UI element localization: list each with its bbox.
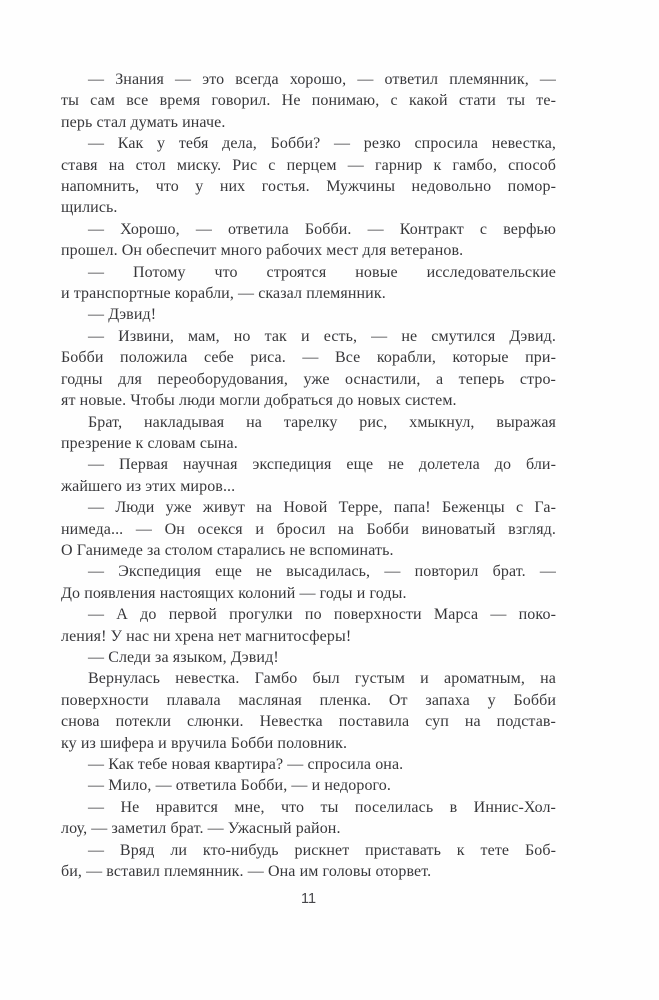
- text-line: — Люди уже живут на Новой Терре, папа! Беженцы с Га-: [88, 499, 556, 517]
- text-line: ления! У нас ни хрена нет магнитосферы!: [61, 627, 352, 645]
- text-line: — Дэвид!: [88, 306, 157, 324]
- paragraph: [61, 668, 556, 754]
- paragraph: [61, 775, 556, 796]
- text-line: До появления настоящих колоний — годы и годы.: [61, 584, 407, 602]
- text-line: — Экспедиция еще не высадилась, — повторил брат. —: [88, 563, 556, 581]
- text-line: — Потому что строятся новые исследовательские: [88, 263, 556, 281]
- paragraph: [61, 454, 556, 497]
- text-line: поверхности плавала масляная пленка. От запаха у Бобби: [61, 691, 556, 709]
- text-line: О Ганимеде за столом старались не вспоминать.: [61, 541, 394, 559]
- paragraph: [61, 304, 556, 325]
- paragraph: [61, 69, 556, 133]
- text-line: — Как у тебя дела, Бобби? — резко спросила невестка,: [88, 135, 556, 153]
- text-line: ку из шифера и вручила Бобби половник.: [61, 734, 348, 752]
- text-line: — Как тебе новая квартира? — спросила она.: [88, 756, 404, 773]
- text-line: — Извини, мам, но так и есть, — не смутился Дэвид.: [88, 327, 556, 345]
- text-line: ят новые. Чтобы люди могли добраться до новых систем.: [61, 392, 457, 410]
- text-line: Брат, накладывая на тарелку рис, хмыкнул, выражая: [88, 413, 556, 431]
- text-line: презрение к словам сына.: [61, 434, 238, 452]
- text-line: и транспортные корабли, — сказал племянник.: [61, 285, 386, 303]
- paragraph: [61, 797, 556, 840]
- paragraph: [61, 497, 556, 561]
- text-line: ставя на стол миску. Рис с перцем — гарнир к гамбо, способ: [61, 156, 556, 174]
- text-line: годны для переоборудования, уже оснастили, а теперь стро-: [61, 370, 556, 388]
- text-line: би, — вставил племянник. — Она им головы оторвет.: [61, 863, 432, 881]
- page-number: 11: [300, 891, 317, 907]
- text-line: лоу, — заметил брат. — Ужасный район.: [61, 820, 341, 838]
- paragraph: [61, 326, 556, 412]
- paragraph: [61, 219, 556, 262]
- text-line: — А до первой прогулки по поверхности Марса — поко-: [88, 606, 556, 624]
- text-line: ты сам все время говорил. Не понимаю, с какой стати ты те-: [61, 92, 556, 110]
- paragraph: [61, 561, 556, 604]
- paragraph: [61, 754, 556, 775]
- text-line: — Хорошо, — ответила Бобби. — Контракт с верфью: [88, 220, 556, 238]
- text-line: прошел. Он обеспечит много рабочих мест для ветеранов.: [61, 242, 464, 260]
- text-line: — Следи за языком, Дэвид!: [88, 648, 279, 666]
- paragraph: [61, 412, 556, 455]
- text-line: — Первая научная экспедиция еще не долетела до бли-: [88, 456, 556, 474]
- text-line: снова потекли слюнки. Невестка поставила суп на подстав-: [61, 713, 556, 731]
- text-line: жайшего из этих миров...: [61, 477, 236, 495]
- text-line: напомнить, что у них гостья. Мужчины недовольно помор-: [61, 178, 556, 196]
- text-line: щились.: [61, 199, 118, 217]
- paragraph: [61, 604, 556, 647]
- paragraph: [61, 647, 556, 668]
- text-line: нимеда... — Он осекся и бросил на Бобби виноватый взгляд.: [61, 520, 556, 538]
- text-line: Вернулась невестка. Гамбо был густым и ароматным, на: [88, 670, 556, 688]
- text-line: Бобби положила себе риса. — Все корабли, которые при-: [61, 349, 556, 367]
- text-line: — Не нравится мне, что ты поселилась в Иннис-Хол-: [88, 798, 556, 816]
- text-line: — Мило, — ответила Бобби, — и недорого.: [88, 777, 392, 795]
- paragraph: [61, 840, 556, 883]
- paragraph: [61, 262, 556, 305]
- text-line: — Вряд ли кто-нибудь рискнет приставать к тете Боб-: [88, 841, 556, 859]
- text-block: [61, 69, 556, 882]
- paragraph: [61, 133, 556, 219]
- text-line: — Знания — это всегда хорошо, — ответил племянник, —: [88, 71, 556, 88]
- text-line: перь стал думать иначе.: [61, 113, 226, 131]
